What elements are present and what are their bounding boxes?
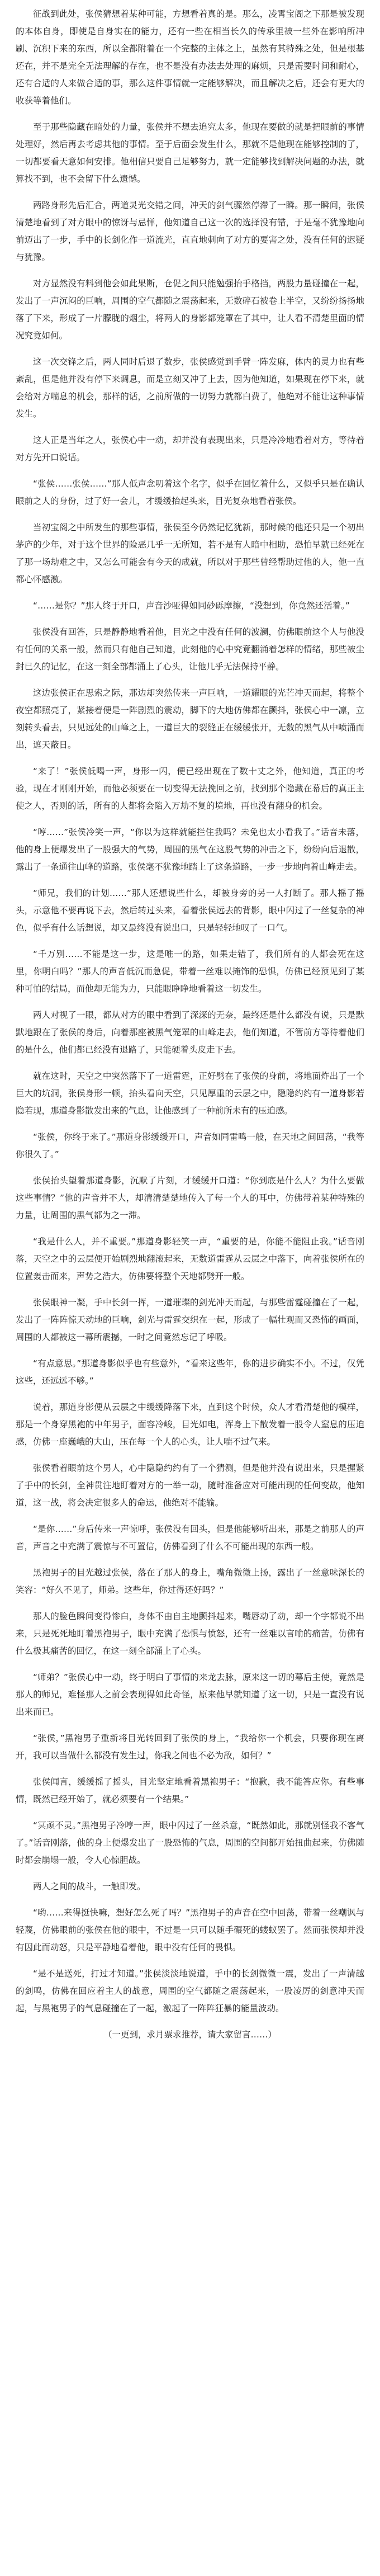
paragraph: 那人的脸色瞬间变得惨白，身体不由自主地颤抖起来，嘴唇动了动，却一个字都说不出来，只是死死地盯着黑袍男子，眼中充满了恐惧与愤怒，还有一丝难以言喻的痛苦，仿佛有什么极其痛苦的回忆，在这一刻全部涌上了心头。 xyxy=(16,1611,364,1656)
paragraph: “来了！”张侯低喝一声，身形一闪，便已经出现在了数十丈之外，他知道，真正的考验，现在才刚刚开始，而他必须要在一切变得无法挽回之前，找到那个隐藏在幕后的真正主使之人，否则的话，所有的人都将会陷入万劫不复的境地，再也没有翻身的机会。 xyxy=(16,766,364,811)
paragraph: “张侯，”黑袍男子重新将目光转回到了张侯的身上，“我给你一个机会，只要你现在离开，我可以当做什么都没有发生过，你我之间也不必为敌，如何？” xyxy=(16,1733,364,1761)
paragraph: 对方显然没有料到他会如此果断，仓促之间只能勉强抬手格挡，两股力量碰撞在一起，发出了一声沉闷的巨响，周围的空气都随之震荡起来，无数碎石被卷上半空，又纷纷扬扬地落了下来，形成了一片朦胧的烟尘，将两人的身影都笼罩在了其中，让人看不清楚里面的情况究竟如何。 xyxy=(16,279,364,341)
paragraph: 张侯眼神一凝，手中长剑一挥，一道璀璨的剑光冲天而起，与那些雷霆碰撞在了一起，发出了一阵阵惊天动地的巨响，剑光与雷霆交织在一起，形成了一幅壮观而又恐怖的画面，周围的人都被这一幕所震撼，一时之间竟然忘记了呼吸。 xyxy=(16,1298,364,1342)
paragraph: “哟……来得挺快嘛，想好怎么死了吗？”黑袍男子的声音在空中回荡，带着一丝嘲讽与轻蔑，仿佛眼前的张侯在他的眼中，不过是一只可以随手碾死的蝼蚁罢了。然而张侯却并没有因此而动怒，只是平静地看着他，眼中没有任何的畏惧。 xyxy=(16,1908,364,1952)
paragraph: 黑袍男子的目光越过张侯，落在了那人的身上，嘴角微微上扬，露出了一丝意味深长的笑容：“好久不见了，师弟。这些年，你过得还好吗？” xyxy=(16,1568,364,1595)
paragraph: 当初宝阁之中所发生的那些事情，张侯至今仍然记忆犹新，那时候的他还只是一个初出茅庐的少年，对于这个世界的险恶几乎一无所知，若不是有人暗中相助，恐怕早就已经死在了那一场劫难之中，又怎么可能会有今天的成就，所以对于那些曾经帮助过他的人，他一直都心怀感激。 xyxy=(16,522,364,584)
paragraph: “有点意思。”那道身影似乎也有些意外，“看来这些年，你的进步确实不小。不过，仅凭这些，还远远不够。” xyxy=(16,1358,364,1386)
paragraph: “……是你？”那人终于开口，声音沙哑得如同砂砾摩擦，“没想到，你竟然还活着。” xyxy=(33,601,350,611)
paragraph: “师弟？”张侯心中一动，终于明白了事情的来龙去脉，原来这一切的幕后主使，竟然是那人的师兄，难怪那人之前会表现得如此奇怪，原来他早就知道了这一切，只是一直没有说出来而已。 xyxy=(16,1672,364,1717)
paragraph: 征战到此处，张侯猜想着某种可能，方想看着真的是。那么，凌霄宝阁之下那是被发现的本体自身，即使是自身实在的能力，还有一些在相当长久的传承里被一些外在影响所冲刷、沉积下来的东西，所以全都附着在一个完整的主体之上，虽然有其特殊之处，但是根基还在，并不是完全无法理解的存在，也不是没有办法去处理的麻烦，只是需要时间和耐心，还有合适的人来做合适的事，那么这件事情就一定能够解决，而且解决之后，还会有更大的收获等着他们。 xyxy=(16,9,364,106)
paragraph: “哼……”张侯冷笑一声，“你以为这样就能拦住我吗？未免也太小看我了。”话音未落，他的身上便爆发出了一股强大的气势，周围的黑气在这股气势的冲击之下，纷纷向后退散，露出了一条通往山峰的道路，张侯毫不犹豫地踏上了这条道路，一步一步地向着山峰走去。 xyxy=(16,827,364,872)
paragraph: 说着，那道身影便从云层之中缓缓降落下来，直到这个时候，众人才看清楚他的模样，那是一个身穿黑袍的中年男子，面容冷峻，目光如电，浑身上下散发着一股令人窒息的压迫感，仿佛一座巍峨的大山，压在每一个人的心头，让人喘不过气来。 xyxy=(16,1402,364,1447)
paragraph: “是不是送死，打过才知道。”张侯淡淡地说道，手中的长剑微微一震，发出了一声清越的剑鸣，仿佛在回应着主人的战意，周围的空气都随之震荡起来，一股凌厉的剑意冲天而起，与黑袍男子的气息碰撞在了一起，激起了一阵阵狂暴的能量波动。 xyxy=(16,1969,364,2013)
paragraph: “张侯……张侯……”那人低声念叨着这个名字，似乎在回忆着什么，又似乎只是在确认眼前之人的身份，过了好一会儿，才缓缓抬起头来，目光复杂地看着张侯。 xyxy=(16,479,364,506)
paragraph: 两人之间的战斗，一触即发。 xyxy=(33,1881,146,1891)
paragraph: “师兄，我们的计划……”那人还想说些什么，却被身旁的另一人打断了。那人摇了摇头，示意他不要再说下去，然后转过头来，看着张侯远去的背影，眼中闪过了一丝复杂的神色，似乎有什么话想说，却又最终没有说出口，只是轻轻地叹了一口气。 xyxy=(16,888,364,933)
paragraph: “是你……”身后传来一声惊呼，张侯没有回头，但是他能够听出来，那是之前那人的声音，声音之中充满了震惊与不可置信，仿佛看到了什么不可能出现的东西一般。 xyxy=(16,1524,364,1551)
paragraph: 张侯闻言，缓缓摇了摇头，目光坚定地看着黑袍男子：“抱歉，我不能答应你。有些事情，既然已经开始了，就必须要有一个结果。” xyxy=(16,1777,364,1804)
paragraph: 这边张侯正在思索之际，那边却突然传来一声巨响，一道耀眼的光芒冲天而起，将整个夜空都照亮了，紧接着便是一阵剧烈的震动，脚下的大地仿佛都在颤抖，张侯心中一凛，立刻转头看去，只见远处的山峰之上，一道巨大的裂缝正在缓缓张开，无数的黑气从中喷涌而出，遮天蔽日。 xyxy=(16,688,364,750)
paragraph: 这一次交锋之后，两人同时后退了数步，张侯感觉到手臂一阵发麻，体内的灵力也有些紊乱，但是他并没有停下来调息，而是立刻又冲了上去，因为他知道，如果现在停下来，就会给对方喘息的机会，那样的话，之前所做的一切努力就都白费了，他绝对不能让这种事情发生。 xyxy=(16,357,364,419)
paragraph: 两人对视了一眼，都从对方的眼中看到了深深的无奈，最终还是什么都没有说，只是默默地跟在了张侯的身后，向着那座被黑气笼罩的山峰走去，他们知道，不管前方等待着他们的是什么，他们都已经没有退路了，只能硬着头皮走下去。 xyxy=(16,1010,364,1055)
paragraph: “千万别……不能是这一步，这是唯一的路，如果走错了，我们所有的人都会死在这里，你明白吗？”那人的声音低沉而急促，带着一丝难以掩饰的恐惧，仿佛已经预见到了某种可怕的结局，而他却无能为力，只能眼睁睁地看着这一切发生。 xyxy=(16,949,364,994)
paragraph: “我是什么人，并不重要。”那道身影轻笑一声，“重要的是，你能不能阻止我。”话音刚落，天空之中的云层便开始剧烈地翻滚起来，无数道雷霆从云层之中落下，向着张侯所在的位置轰击而来，声势之浩大，仿佛要将整个天地都劈开一般。 xyxy=(16,1237,364,1281)
paragraph: 张侯看着眼前这个男人，心中隐隐约约有了一个猜测，但是他并没有说出来，只是握紧了手中的长剑，全神贯注地盯着对方的一举一动，随时准备应对可能出现的任何变故，他知道，这一战，将会决定很多人的命运，他绝对不能输。 xyxy=(16,1463,364,1508)
paragraph: 两路身形先后汇合，两道灵光交错之间，冲天的剑气骤然停滞了一瞬。那一瞬间，张侯清楚地看到了对方眼中的惊讶与忌惮，他知道自己这一次的选择没有错，于是毫不犹豫地向前迈出了一步，手中的长剑化作一道流光，直直地刺向了对方的要害之处，没有任何的迟疑与犹豫。 xyxy=(16,200,364,262)
paragraph: 就在这时，天空之中突然落下了一道雷霆，正好劈在了张侯的身前，将地面炸出了一个巨大的坑洞，张侯身形一顿，抬头看向天空，只见厚重的云层之中，隐隐约约有一道身影若隐若现，那道身影散发出来的气息，让他感到了一种前所未有的压迫感。 xyxy=(16,1071,364,1116)
paragraph: 至于那些隐藏在暗处的力量，张侯并不想去追究太多，他现在要做的就是把眼前的事情处理好，然后再去考虑其他的事情。至于后面会发生什么，那就不是他现在能够控制的了，一切都要看天意如何安排。他相信只要自己足够努力，就一定能够找到解决问题的办法，就算找不到，也不会留下什么遗憾。 xyxy=(16,122,364,184)
paragraph: 张侯抬头望着那道身影，沉默了片刻，才缓缓开口道：“你到底是什么人？为什么要做这些事情？”他的声音并不大，却清清楚楚地传入了每一个人的耳中，仿佛带着某种特殊的力量，让周围的黑气都为之一滞。 xyxy=(16,1176,364,1220)
paragraph: 张侯没有回答，只是静静地看着他，目光之中没有任何的波澜，仿佛眼前这个人与他没有任何的关系一般，然而只有他自己知道，此刻他的心中究竟翻涌着怎样的情绪，那些被尘封已久的记忆，在这一刻全部都涌上了心头，让他几乎无法保持平静。 xyxy=(16,627,364,672)
paragraph: 这人正是当年之人，张侯心中一动，却并没有表现出来，只是冷冷地看着对方，等待着对方先开口说话。 xyxy=(16,435,364,463)
chapter-end-note: （一更到，求月票求推荐，请大家留言……） xyxy=(103,2030,277,2040)
paragraph: “冥顽不灵。”黑袍男子冷哼一声，眼中闪过了一丝杀意，“既然如此，那就别怪我不客气了。”话音刚落，他的身上便爆发出了一股恐怖的气息，周围的空间都开始扭曲起来，仿佛随时都会崩塌一般，令人心惊胆战。 xyxy=(16,1820,364,1865)
paragraph: “张侯，你终于来了。”那道身影缓缓开口，声音如同雷鸣一般，在天地之间回荡，“我等你很久了。” xyxy=(16,1132,364,1159)
